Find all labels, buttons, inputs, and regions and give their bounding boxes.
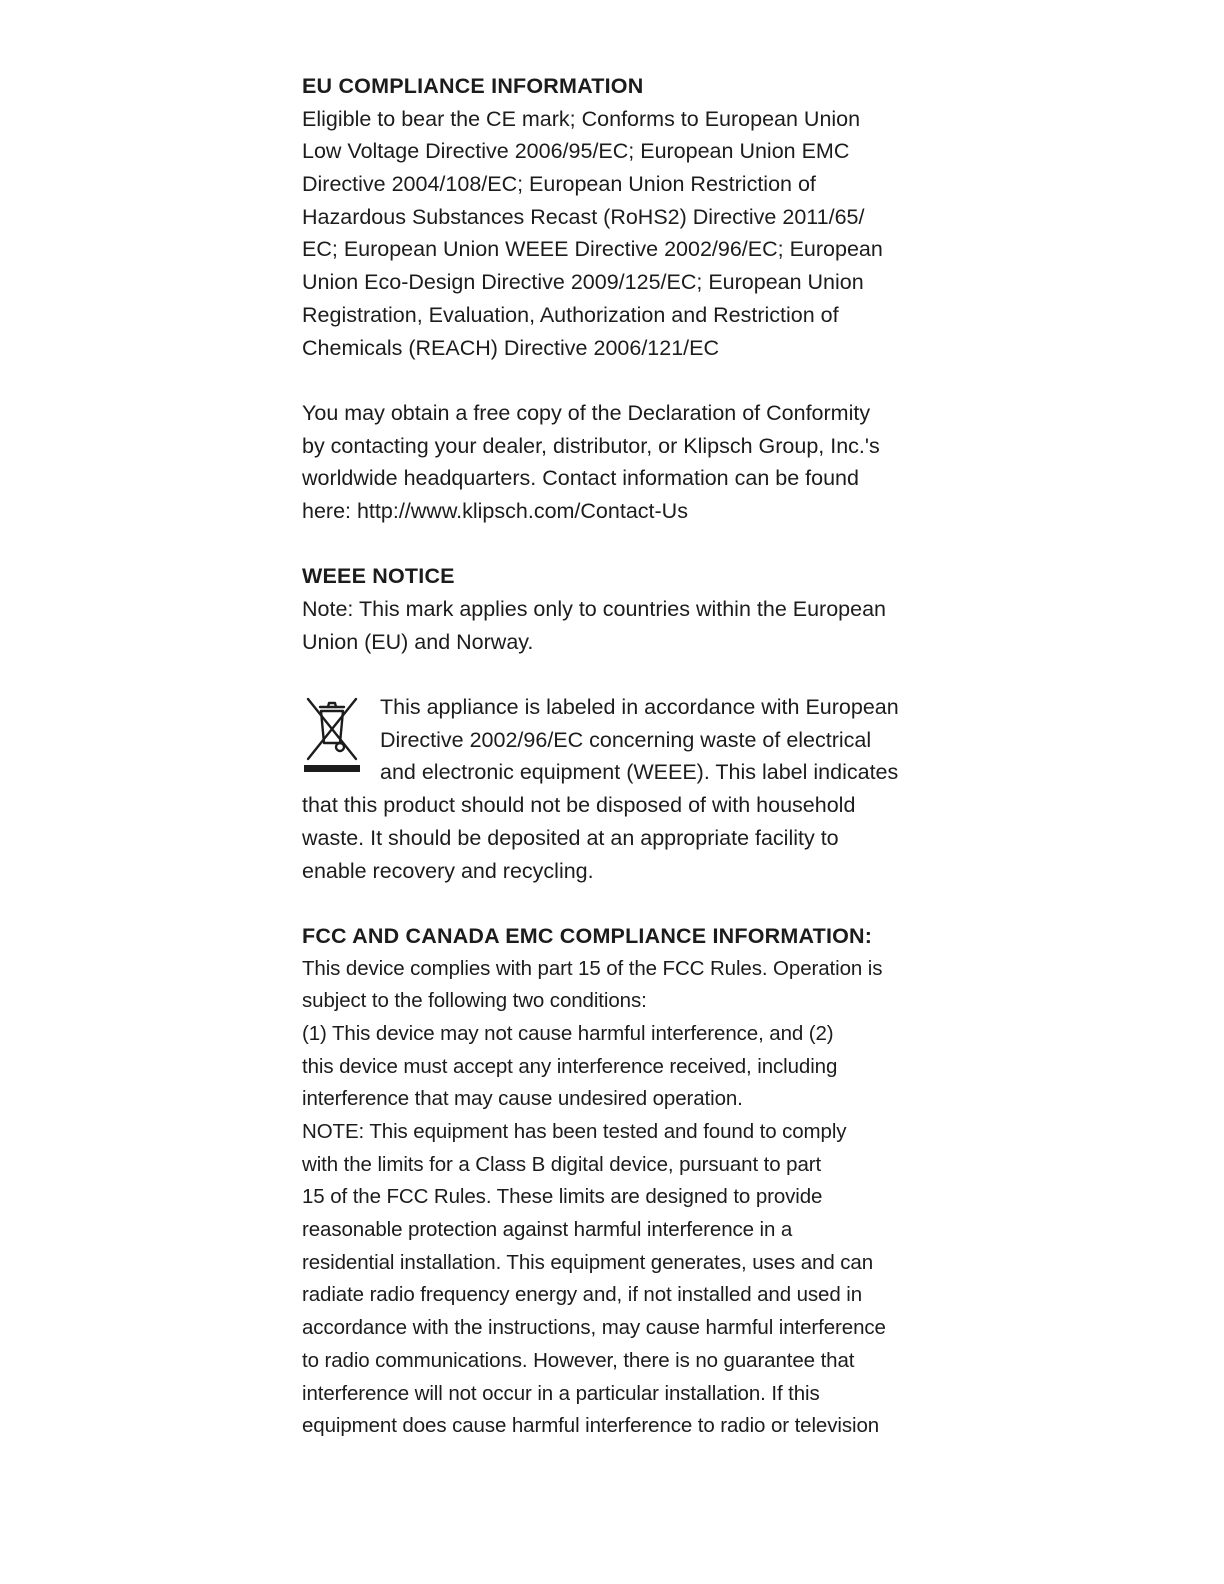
spacer [302, 658, 942, 691]
crossed-out-wheelie-bin-icon [302, 693, 362, 773]
fcc-line: accordance with the instructions, may cause harmful interference [302, 1316, 886, 1340]
fcc-line: NOTE: This equipment has been tested and found to comply [302, 1120, 847, 1143]
eu-line: Directive 2004/108/EC; European Union Restriction of [302, 172, 816, 197]
fcc-line: this device must accept any interference received, including [302, 1054, 838, 1078]
spacer [302, 364, 942, 397]
fcc-line: to radio communications. However, there is no guarantee that [302, 1348, 855, 1372]
weee-label-block [302, 691, 942, 789]
eu-line: EC; European Union WEEE Directive 2002/96/EC; European [302, 237, 883, 262]
eu-line: Eligible to bear the CE mark; Conforms to European Union [302, 106, 861, 131]
fcc-line: reasonable protection against harmful interference in a [302, 1218, 793, 1242]
weee-note-line: Union (EU) and Norway. [302, 629, 534, 654]
eu-compliance-section [302, 70, 942, 364]
declaration-line: here: http://www.klipsch.com/Contact-Us [302, 498, 688, 523]
weee-label-line: Directive 2002/96/EC concerning waste of electrical [380, 727, 872, 752]
declaration-line: worldwide headquarters. Contact information can be found [302, 466, 859, 491]
fcc-line: with the limits for a Class B digital device, pursuant to part [302, 1152, 822, 1176]
eu-line: Chemicals (REACH) Directive 2006/121/EC [302, 335, 720, 360]
fcc-line: 15 of the FCC Rules. These limits are designed to provide [302, 1185, 823, 1209]
fcc-line: subject to the following two conditions: [302, 989, 647, 1013]
document-page [302, 70, 942, 1443]
eu-compliance-heading: EU COMPLIANCE INFORMATION [302, 74, 644, 98]
weee-note-line: Note: This mark applies only to countries within the European [302, 597, 886, 621]
eu-line: Low Voltage Directive 2006/95/EC; European Union EMC [302, 139, 850, 164]
eu-line: Hazardous Substances Recast (RoHS2) Directive 2011/65/ [302, 204, 865, 229]
fcc-line: (1) This device may not cause harmful interference, and (2) [302, 1021, 834, 1045]
fcc-canada-section [302, 920, 942, 1443]
eu-line: Union Eco-Design Directive 2009/125/EC; European Union [302, 270, 864, 295]
eu-line: Registration, Evaluation, Authorization and Restriction of [302, 302, 839, 327]
fcc-line: This device complies with part 15 of the FCC Rules. Operation is [302, 956, 883, 980]
declaration-section [302, 397, 942, 528]
fcc-canada-heading: FCC AND CANADA EMC COMPLIANCE INFORMATION: [302, 923, 873, 948]
weee-notice-heading: WEEE NOTICE [302, 564, 455, 589]
weee-line: enable recovery and recycling. [302, 858, 594, 883]
fcc-line: interference will not occur in a particular installation. If this [302, 1381, 820, 1405]
weee-notice-section [302, 560, 942, 887]
weee-label-line: and electronic equipment (WEEE). This label indicates [380, 760, 899, 785]
spacer [302, 887, 942, 920]
declaration-line: You may obtain a free copy of the Declaration of Conformity [302, 400, 871, 425]
declaration-line: by contacting your dealer, distributor, or Klipsch Group, Inc.'s [302, 433, 880, 458]
fcc-line: radiate radio frequency energy and, if not installed and used in [302, 1283, 863, 1307]
weee-line: waste. It should be deposited at an appropriate facility to [302, 825, 839, 850]
fcc-line: interference that may cause undesired operation. [302, 1087, 743, 1111]
spacer [302, 528, 942, 561]
fcc-line: residential installation. This equipment generates, uses and can [302, 1250, 873, 1274]
fcc-line: equipment does cause harmful interference to radio or television [302, 1414, 880, 1438]
weee-label-line: This appliance is labeled in accordance with European [380, 695, 899, 720]
weee-line: that this product should not be disposed of with household [302, 793, 856, 818]
